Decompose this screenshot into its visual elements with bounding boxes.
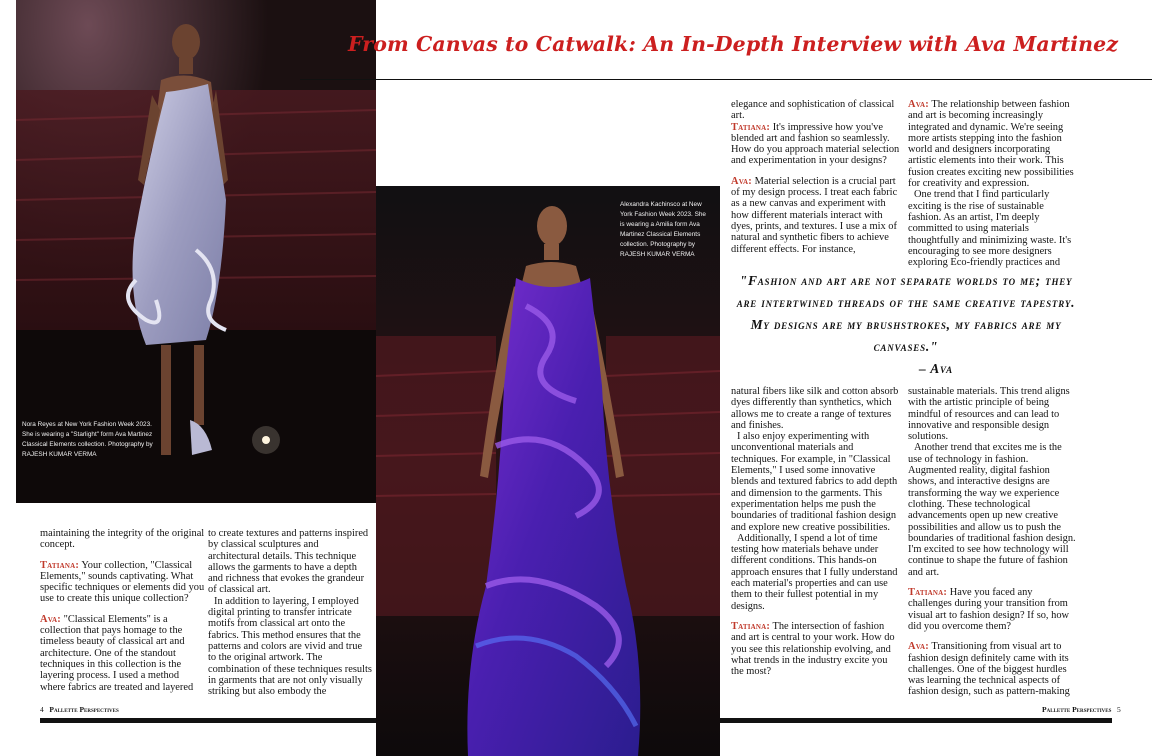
paragraph: Additionally, I spend a lot of time testing how materials behave under different conditions. This hands-on approach ensures that I fully understand each material's properties and can use them to their fullest potential in my designs. [731,532,898,612]
speaker-label-tatiana: Tatiana: [908,587,948,599]
article-title: From Canvas to Catwalk: An In-Depth Interview with Ava Martinez [348,32,1119,56]
paragraph: One trend that I find particularly exciting is the rise of sustainable fashion. As an artist, I'm deeply committed to using materials thoughtfully and minimizing waste. It's encouraging to see more designers exploring Eco-friendly practices and [908,189,1072,269]
speaker-label-tatiana: Tatiana: [731,121,771,133]
paragraph: Another trend that excites me is the use of technology in fashion. Augmented reality, digital fashion shows, and interactive designs are transforming the way we experience clothing. These technological advancements open up new creative possibilities and allow us to push the boundaries of traditional fashion design. I'm excited to see how technology will continue to shape the future of fashion and art. [908,442,1076,578]
runway-photo-center [376,186,720,756]
answer-paragraph: Ava: Material selection is a crucial part of my design process. I treat each fabric as a new canvas and experiment with how different materials interact with dyes, prints, and textures. I use a mix of natural and synthetic fibers to achieve different effects. For instance, [731,175,898,255]
paragraph: sustainable materials. This trend aligns with the artistic principle of being mindful of resources and can lead to innovative and responsible design solutions. [908,386,1070,443]
speaker-label-ava: Ava: [908,641,929,653]
magazine-name-left: Pallette Perspectives [49,705,119,714]
speaker-label-tatiana: Tatiana: [40,559,80,571]
photo-caption-left: Nora Reyes at New York Fashion Week 2023. She is wearing a "Starlight" form Ava Martinez Classical Elements collection. Photography by RAJESH KUMAR VERMA [22,421,153,458]
photo-caption-center: Alexandra Kachinsco at New York Fashion Week 2023. She is wearing a Amilia form Ava Martinez Classical Elements collection. Photography by RAJESH KUMAR VERMA [620,201,706,258]
page-number-right: 5 [1117,705,1121,714]
runway-photo-center-image [376,186,720,756]
folio-right [1042,705,1121,714]
speaker-label-ava: Ava: [40,613,61,625]
paragraph: In addition to layering, I employed digital printing to transfer intricate motifs from classical art onto the fabrics. This method ensures that the patterns and colors are vivid and true to the original artwork. The combination of these techniques results in garments that are not only visually striking but also embody the [208,595,372,698]
paragraph: I also enjoy experimenting with unconventional materials and techniques. For example, in "Classical Elements," I used some innovative blends and textured fabrics to add depth and dimension to the garments. This experimentation helps me push the boundaries of traditional fashion design and explore new creative possibilities. [731,431,898,533]
folio-left [40,705,119,714]
question-paragraph: Tatiana: Have you faced any challenges during your transition from visual art to fashion design? If so, how did you overcome them? [908,587,1070,632]
speaker-label-tatiana: Tatiana: [731,620,771,632]
paragraph: to create textures and patterns inspired by classical sculptures and architectural details. This technique allows the garments to have a depth and richness that evokes the grandeur of classical art. [208,528,369,596]
text-column-3-bottom [731,386,901,677]
text-column-2 [208,528,372,697]
magazine-name-right: Pallette Perspectives [1042,705,1112,714]
text-column-3-top [731,99,901,255]
footer-rule-right [720,718,1112,723]
paragraph: maintaining the integrity of the original concept. [40,528,205,551]
paragraph: natural fibers like silk and cotton absorb dyes differently than synthetics, which allows me to create a range of textures and finishes. [731,386,899,431]
paragraph: elegance and sophistication of classical art. [731,99,895,122]
speaker-label-ava: Ava: [908,99,929,110]
pull-quote-text: "Fashion and art are not separate worlds to me; they are intertwined threads of the same creative tapestry. My designs are my brushstrokes, my fabrics are my canvases." [736,273,1076,354]
answer-paragraph: Ava: "Classical Elements" is a collection that pays homage to the timeless beauty of classical art and architecture. One of the standout techniques in this collection is the layering process. I used a method where fabrics are treated and layered [40,613,194,693]
question-paragraph: Tatiana: Your collection, "Classical Elements," sounds captivating. What specific techniques or elements did you use to create this unique collection? [40,559,205,605]
question-paragraph: Tatiana: It's impressive how you've blended art and fashion so seamlessly. How do you approach material selection and experimentation in your designs? [731,121,900,167]
page-number-left: 4 [40,705,44,714]
title-divider [300,79,1152,80]
answer-paragraph: Ava: Transitioning from visual art to fashion design definitely came with its challenges. One of the biggest hurdles was learning the technical aspects of fashion design, such as pattern-making [908,641,1070,698]
question-paragraph: Tatiana: The intersection of fashion and art is central to your work. How do you see this relationship evolving, and what trends in the industry excite you the most? [731,620,895,678]
pull-quote-attribution: – Ava [919,361,953,376]
speaker-label-ava: Ava: [731,175,752,187]
text-column-4-bottom [908,386,1078,698]
pull-quote [733,270,1079,380]
text-column-4-top [908,99,1078,268]
text-column-1 [40,528,205,693]
footer-rule-left [40,718,376,723]
answer-paragraph: Ava: The relationship between fashion and art is becoming increasingly integrated and dynamic. We're seeing more artists stepping into the fashion world and designers incorporating artistic elements into their work. This fusion creates exciting new possibilities for creativity and expression. [908,99,1074,190]
